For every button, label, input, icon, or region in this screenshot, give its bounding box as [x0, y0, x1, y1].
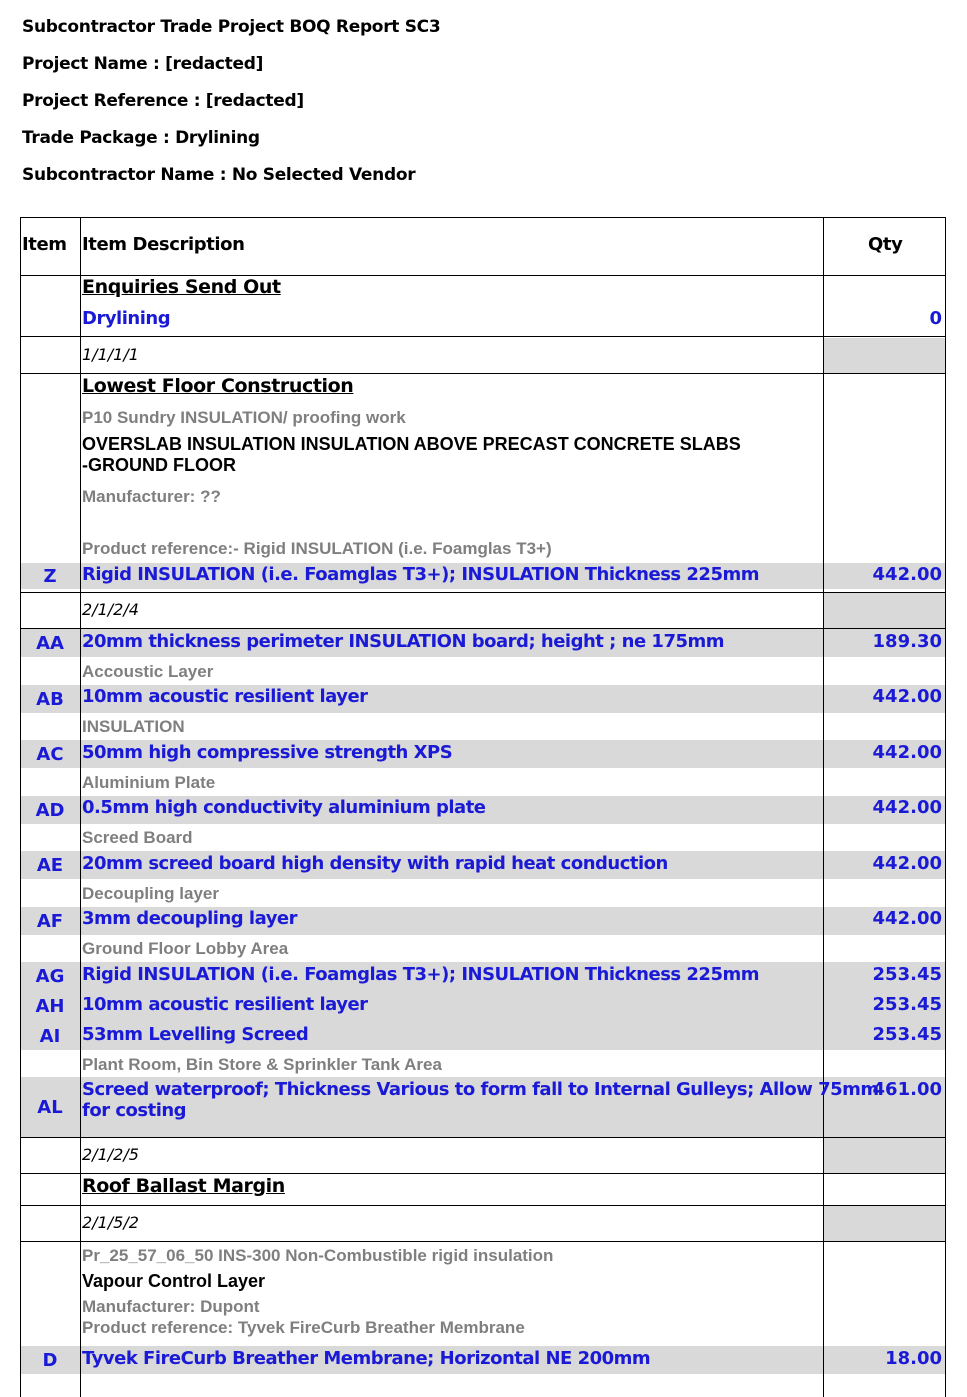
qty-shade: [823, 338, 945, 374]
col-divider: [823, 218, 824, 1397]
row-divider: [21, 592, 945, 593]
item-description: Rigid INSULATION (i.e. Foamglas T3+); INSULATION Thickness 225mm: [82, 964, 759, 985]
item-code: AD: [35, 800, 65, 821]
row-divider: [21, 336, 945, 337]
spec-title: Vapour Control Layer: [82, 1271, 266, 1291]
item-qty: 253.45: [872, 964, 942, 985]
item-description: 53mm Levelling Screed: [82, 1024, 309, 1045]
group-label: Ground Floor Lobby Area: [82, 939, 289, 958]
item-qty: 253.45: [872, 1024, 942, 1045]
item-qty: 189.30: [872, 631, 942, 652]
item-qty: 442.00: [872, 686, 942, 707]
reference-code: 1/1/1/1: [82, 345, 139, 364]
group-label: Plant Room, Bin Store & Sprinkler Tank Area: [82, 1055, 442, 1074]
group-label: Decoupling layer: [82, 884, 219, 903]
item-description: 3mm decoupling layer: [82, 908, 298, 929]
item-code: AL: [37, 1097, 63, 1118]
item-description: for costing: [82, 1100, 187, 1121]
group-label: Screed Board: [82, 828, 193, 847]
item-code: AB: [36, 689, 64, 710]
item-qty: 442.00: [872, 908, 942, 929]
item-description: 10mm acoustic resilient layer: [82, 994, 368, 1015]
reference-code: 2/1/2/5: [82, 1145, 139, 1164]
item-code: AA: [36, 633, 64, 654]
project-name: Project Name : [redacted]: [22, 54, 264, 74]
product-reference-text: Product reference:- Rigid INSULATION (i.e. Foamglas T3+): [82, 539, 552, 558]
trade-package: Trade Package : Drylining: [22, 128, 260, 148]
row-divider: [21, 1205, 945, 1206]
spec-text: Pr_25_57_06_50 INS-300 Non-Combustible rigid insulation: [82, 1246, 554, 1265]
group-label: INSULATION: [82, 717, 185, 736]
row-divider: [21, 1241, 945, 1242]
section-title: Enquiries Send Out: [82, 276, 281, 298]
section-title: Roof Ballast Margin: [82, 1175, 285, 1197]
item-description: 50mm high compressive strength XPS: [82, 742, 453, 763]
item-code: AI: [39, 1026, 61, 1047]
report-title: Subcontractor Trade Project BOQ Report SC3: [22, 17, 441, 37]
qty-shade: [823, 1138, 945, 1174]
item-description: Tyvek FireCurb Breather Membrane; Horizontal NE 200mm: [82, 1348, 651, 1369]
reference-code: 2/1/2/4: [82, 600, 139, 619]
item-qty: 442.00: [872, 853, 942, 874]
product-reference-text: Product reference: Tyvek FireCurb Breather Membrane: [82, 1318, 525, 1337]
item-qty: 442.00: [872, 742, 942, 763]
item-qty: 442.00: [872, 564, 942, 585]
item-code: AG: [35, 966, 65, 987]
qty-shade: [823, 593, 945, 629]
row-divider: [21, 373, 945, 374]
col-header-qty: Qty: [868, 234, 903, 255]
item-description: 20mm thickness perimeter INSULATION board; height ; ne 175mm: [82, 631, 725, 652]
item-description: Screed waterproof; Thickness Various to form fall to Internal Gulleys; Allow 75mm: [82, 1079, 879, 1100]
section-title: Lowest Floor Construction: [82, 375, 354, 397]
item-description: 0.5mm high conductivity aluminium plate: [82, 797, 486, 818]
spec-title: -GROUND FLOOR: [82, 455, 236, 475]
item-code: Z: [43, 566, 57, 587]
reference-code: 2/1/5/2: [82, 1213, 139, 1232]
item-code: AF: [36, 911, 64, 932]
qty-shade: [823, 1206, 945, 1242]
item-description: Drylining: [82, 308, 171, 329]
item-code: AH: [35, 996, 65, 1017]
row-divider: [21, 1173, 945, 1174]
item-code: D: [42, 1350, 58, 1371]
spec-text: P10 Sundry INSULATION/ proofing work: [82, 408, 406, 427]
item-code: AC: [36, 744, 64, 765]
row-divider: [21, 1137, 945, 1138]
col-header-description: Item Description: [82, 234, 245, 255]
item-description: 10mm acoustic resilient layer: [82, 686, 368, 707]
item-description: 20mm screed board high density with rapid heat conduction: [82, 853, 668, 874]
manufacturer-text: Manufacturer: Dupont: [82, 1297, 260, 1316]
spec-title: OVERSLAB INSULATION INSULATION ABOVE PRECAST CONCRETE SLABS: [82, 434, 741, 454]
project-reference: Project Reference : [redacted]: [22, 91, 304, 111]
group-label: Aluminium Plate: [82, 773, 216, 792]
subcontractor-name: Subcontractor Name : No Selected Vendor: [22, 165, 416, 185]
item-qty: 253.45: [872, 994, 942, 1015]
item-qty: 18.00: [885, 1348, 942, 1369]
row-divider: [21, 628, 945, 629]
item-qty: 0: [929, 308, 942, 329]
manufacturer-text: Manufacturer: ??: [82, 487, 221, 506]
item-code: AE: [36, 855, 64, 876]
boq-table: [20, 217, 946, 1397]
item-description: Rigid INSULATION (i.e. Foamglas T3+); INSULATION Thickness 225mm: [82, 564, 759, 585]
item-qty: 442.00: [872, 797, 942, 818]
col-header-item: Item: [22, 234, 67, 255]
group-label: Accoustic Layer: [82, 662, 214, 681]
col-divider: [80, 218, 81, 1397]
item-qty: 461.00: [872, 1079, 942, 1100]
